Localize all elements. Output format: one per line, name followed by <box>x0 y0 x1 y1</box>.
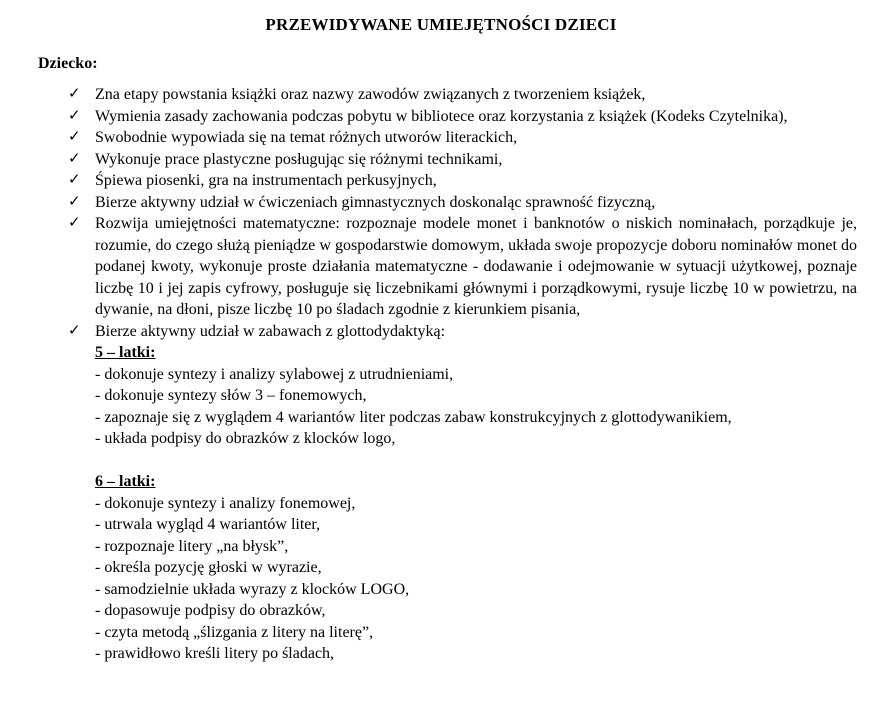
list-item-text: Śpiewa piosenki, gra na instrumentach perkusyjnych, <box>95 172 437 189</box>
checkmark-bullet-icon: ✓ <box>68 107 81 124</box>
list-item <box>68 170 857 192</box>
list-item-text: Bierze aktywny udział w ćwiczeniach gimnastycznych doskonaląc sprawność fizyczną, <box>95 193 656 211</box>
sub-list-item: - samodzielnie układa wyrazy z klocków LOGO, <box>95 580 410 598</box>
list-item-text: Bierze aktywny udział w zabawach z glottodydaktyką: <box>95 322 446 340</box>
section-heading-6-latki: 6 – latki: <box>95 473 156 490</box>
section-heading-5-latki: 5 – latki: <box>95 344 156 361</box>
sub-list-item: - rozpoznaje litery „na błysk”, <box>95 537 289 555</box>
list-item <box>68 127 857 149</box>
checkmark-bullet-icon: ✓ <box>68 215 81 231</box>
checkmark-bullet-icon: ✓ <box>68 322 81 339</box>
sub-list-item: - dokonuje syntezy słów 3 – fonemowych, <box>95 387 367 404</box>
checkmark-bullet-icon: ✓ <box>68 129 81 145</box>
checkmark-bullet-icon: ✓ <box>68 172 81 188</box>
sub-list-item: - dopasowuje podpisy do obrazków, <box>95 602 326 619</box>
sub-list-item: - utrwala wygląd 4 wariantów liter, <box>95 516 321 533</box>
document-subject-heading: Dziecko: <box>38 54 98 72</box>
list-item <box>68 192 857 214</box>
list-item <box>68 84 857 106</box>
checkmark-bullet-icon: ✓ <box>68 86 81 102</box>
sub-list-item: - określa pozycję głoski w wyrazie, <box>95 559 322 576</box>
list-item-text: Zna etapy powstania książki oraz nazwy zawodów związanych z tworzeniem książek, <box>95 86 646 103</box>
sub-list-item: - dokonuje syntezy i analizy sylabowej z utrudnieniami, <box>95 365 454 383</box>
glottodydaktyka-sections <box>95 342 857 665</box>
sub-list-item: - zapoznaje się z wyglądem 4 wariantów liter podczas zabaw konstrukcyjnych z glottodywanikiem, <box>95 408 732 426</box>
sub-list-item: - dokonuje syntezy i analizy fonemowej, <box>95 494 356 512</box>
list-item-text: Rozwija umiejętności matematyczne: rozpoznaje modele monet i banknotów o niskich nominałach, porządkuje je, rozumie, do czego służą pieniądze w gospodarstwie domowym, układa swoje propozycje doboru nominałów monet do podanej kwoty, wykonuje proste działania matematyczne - dodawanie i odejmowanie w sytuacji użytkowej, poznaje liczbę 10 i jej zapis cyfrowy, posługuje się liczebnikami głównymi i porządkowymi, rysuje liczbę 10 w powietrzu, na dywanie, na dłoni, pisze liczbę 10 po śladach zgodnie z kierunkiem pisania, <box>95 215 857 318</box>
skills-bullet-list <box>0 84 882 342</box>
checkmark-bullet-icon: ✓ <box>68 193 81 210</box>
checkmark-bullet-icon: ✓ <box>68 150 81 167</box>
list-item <box>68 149 857 171</box>
list-item <box>68 321 857 343</box>
list-item <box>68 213 857 321</box>
list-item-text: Swobodnie wypowiada się na temat różnych utworów literackich, <box>95 129 518 146</box>
list-item-text: Wymienia zasady zachowania podczas pobytu w bibliotece oraz korzystania z książek (Kodeks Czytelnika), <box>95 107 788 125</box>
page-title: PRZEWIDYWANE UMIEJĘTNOŚCI DZIECI <box>265 15 617 34</box>
sub-list-item: - czyta metodą „ślizgania z litery na literę”, <box>95 623 374 641</box>
list-item-text: Wykonuje prace plastyczne posługując się różnymi technikami, <box>95 150 503 168</box>
sub-list-item: - układa podpisy do obrazków z klocków logo, <box>95 430 396 447</box>
sub-list-item: - prawidłowo kreśli litery po śladach, <box>95 645 335 662</box>
list-item <box>68 106 857 128</box>
